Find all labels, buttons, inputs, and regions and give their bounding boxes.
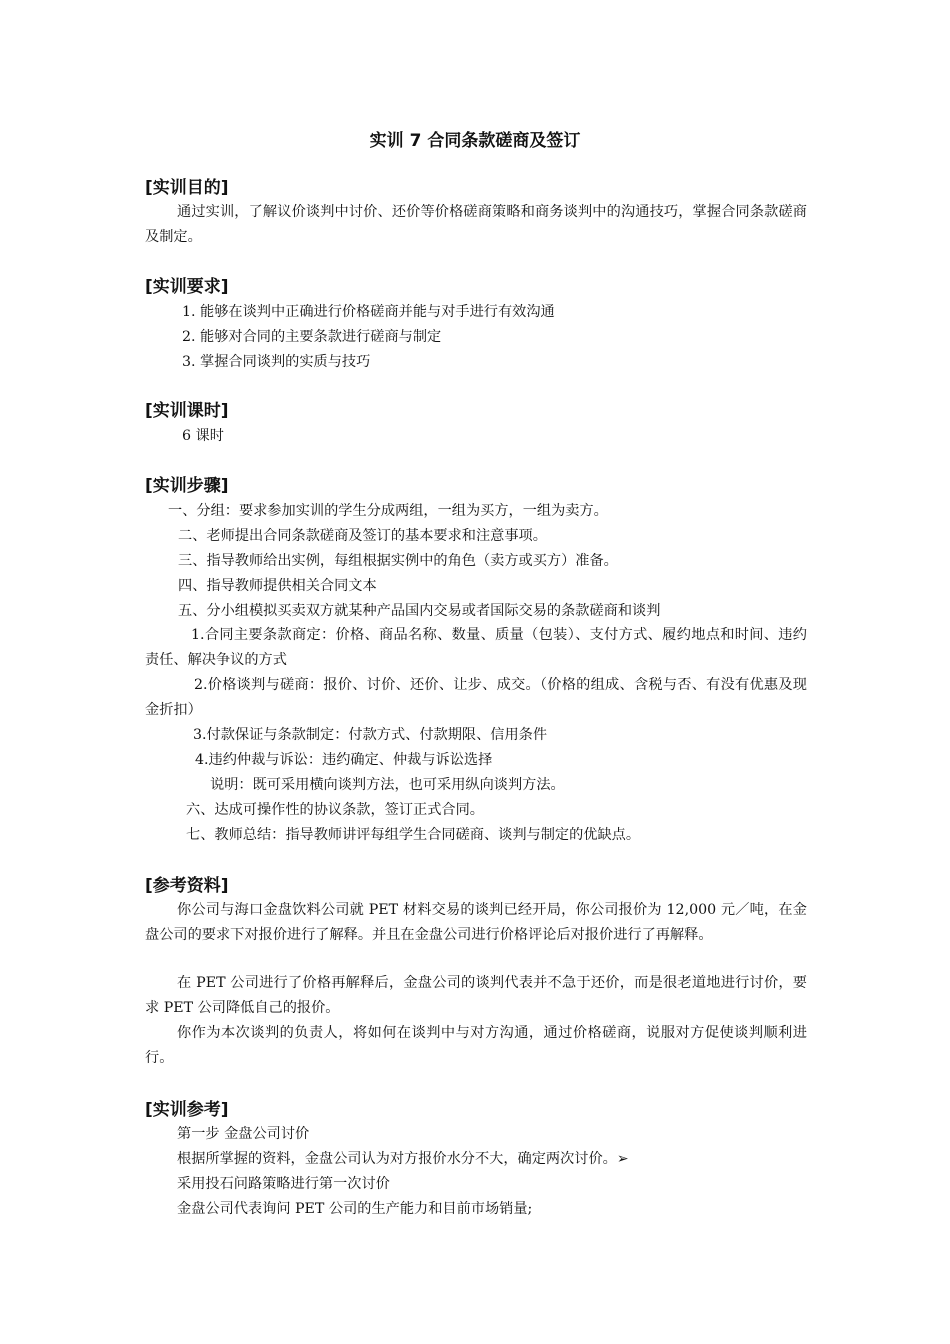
requirement-item: 1. 能够在谈判中正确进行价格磋商并能与对手进行有效沟通: [182, 304, 555, 320]
step-5-note: 说明：既可采用横向谈判方法，也可采用纵向谈判方法。: [210, 777, 565, 793]
step-7: 七、教师总结：指导教师讲评每组学生合同磋商、谈判与制定的优缺点。: [186, 827, 641, 843]
purpose-paragraph: 通过实训，了解议价谈判中讨价、还价等价格磋商策略和商务谈判中的沟通技巧，掌握合同条款磋商及制定。: [145, 204, 807, 245]
step-5-sub-2: 2.价格谈判与磋商：报价、讨价、还价、让步、成交。（价格的组成、含税与否、有没有优惠及现金折扣）: [145, 677, 807, 718]
step-5: 五、分小组模拟买卖双方就某种产品国内交易或者国际交易的条款磋商和谈判: [178, 603, 661, 619]
step-5-sub-1: 1.合同主要条款商定：价格、商品名称、数量、质量（包装）、支付方式、履约地点和时间、违约责任、解决争议的方式: [145, 627, 807, 668]
guide-line-2: 根据所掌握的资料，金盘公司认为对方报价水分不大，确定两次讨价。➢: [177, 1151, 629, 1167]
step-3: 三、指导教师给出实例，每组根据实例中的角色（卖方或买方）准备。: [178, 553, 618, 569]
requirement-item: 2. 能够对合同的主要条款进行磋商与制定: [182, 329, 442, 345]
reference-paragraph-2: 在 PET 公司进行了价格再解释后，金盘公司的谈判代表并不急于还价，而是很老道地进行讨价，要求 PET 公司降低自己的报价。: [145, 975, 807, 1016]
document-title: 实训 7 合同条款磋商及签订: [369, 131, 581, 151]
step-5-sub-3: 3.付款保证与条款制定：付款方式、付款期限、信用条件: [193, 727, 548, 743]
requirement-item: 3. 掌握合同谈判的实质与技巧: [182, 354, 371, 370]
step-5-sub-4: 4.违约仲裁与诉讼：违约确定、仲裁与诉讼选择: [195, 752, 493, 768]
heading-reference: [参考资料]: [145, 876, 229, 896]
guide-line-1: 第一步 金盘公司讨价: [177, 1126, 310, 1142]
guide-line-4: 金盘公司代表询问 PET 公司的生产能力和目前市场销量;: [177, 1201, 533, 1217]
reference-paragraph-1: 你公司与海口金盘饮料公司就 PET 材料交易的谈判已经开局，你公司报价为 12,000 元／吨，在金盘公司的要求下对报价进行了解释。并且在金盘公司进行价格评论后对报价进行了再解释。: [145, 902, 807, 943]
hours-text: 6 课时: [182, 428, 224, 444]
step-4: 四、指导教师提供相关合同文本: [178, 578, 377, 594]
heading-guide: [实训参考]: [145, 1100, 229, 1120]
heading-purpose: [实训目的]: [145, 178, 229, 198]
heading-steps: [实训步骤]: [145, 476, 229, 496]
step-6: 六、达成可操作性的协议条款，签订正式合同。: [186, 802, 484, 818]
guide-line-3: 采用投石问路策略进行第一次讨价: [177, 1176, 390, 1192]
reference-paragraph-3: 你作为本次谈判的负责人，将如何在谈判中与对方沟通，通过价格磋商，说服对方促使谈判顺利进行。: [145, 1025, 807, 1066]
heading-requirements: [实训要求]: [145, 277, 229, 297]
step-2: 二、老师提出合同条款磋商及签订的基本要求和注意事项。: [178, 528, 547, 544]
heading-hours: [实训课时]: [145, 401, 229, 421]
step-1: 一、分组：要求参加实训的学生分成两组，一组为买方，一组为卖方。: [168, 503, 608, 519]
